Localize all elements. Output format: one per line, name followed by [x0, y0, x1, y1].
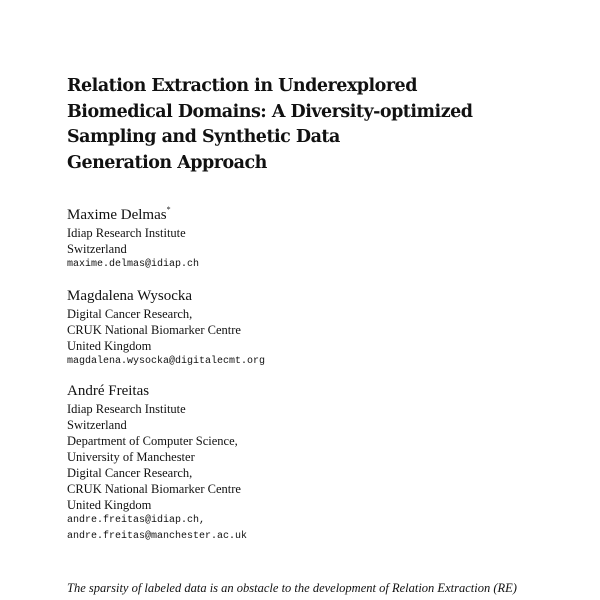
author-email: magdalena.wysocka@digitalecmt.org [67, 356, 266, 367]
author-name [67, 206, 537, 225]
affiliation-line: Idiap Research Institute [67, 226, 186, 240]
paper-title [67, 74, 537, 176]
title-line: Generation Approach [67, 152, 267, 173]
author-block-delmas [67, 206, 537, 273]
author-email: andre.freitas@manchester.ac.uk [67, 531, 248, 542]
author-email: maxime.delmas@idiap.ch [67, 259, 200, 270]
affiliation-line: University of Manchester [67, 450, 195, 464]
title-line: Biomedical Domains: A Diversity-optimized [67, 101, 473, 122]
affiliation-line: Digital Cancer Research, [67, 307, 193, 321]
affiliation-line: Department of Computer Science, [67, 434, 238, 448]
affiliation-line: Switzerland [67, 418, 127, 432]
affiliation-line: CRUK National Biomarker Centre [67, 323, 241, 337]
title-line: Sampling and Synthetic Data [67, 127, 340, 147]
affiliation-line: United Kingdom [67, 339, 152, 353]
affiliation-line: Idiap Research Institute [67, 402, 186, 416]
author-block-wysocka [67, 287, 537, 370]
corresponding-author-marker: * [166, 205, 171, 214]
affiliation-line: Digital Cancer Research, [67, 466, 193, 480]
author-name-text: Maxime Delmas [67, 207, 167, 223]
author-block-freitas [67, 382, 537, 545]
title-line: Relation Extraction in Underexplored [67, 76, 417, 96]
author-name: André Freitas [67, 383, 150, 399]
author-name: Magdalena Wysocka [67, 288, 193, 304]
abstract-first-line: The sparsity of labeled data is an obstacle to the development of Relation Extraction (RE) [67, 581, 517, 595]
author-email: andre.freitas@idiap.ch, [67, 515, 206, 526]
affiliation-line: Switzerland [67, 242, 127, 256]
affiliation-line: United Kingdom [67, 498, 152, 512]
affiliation-line: CRUK National Biomarker Centre [67, 482, 241, 496]
